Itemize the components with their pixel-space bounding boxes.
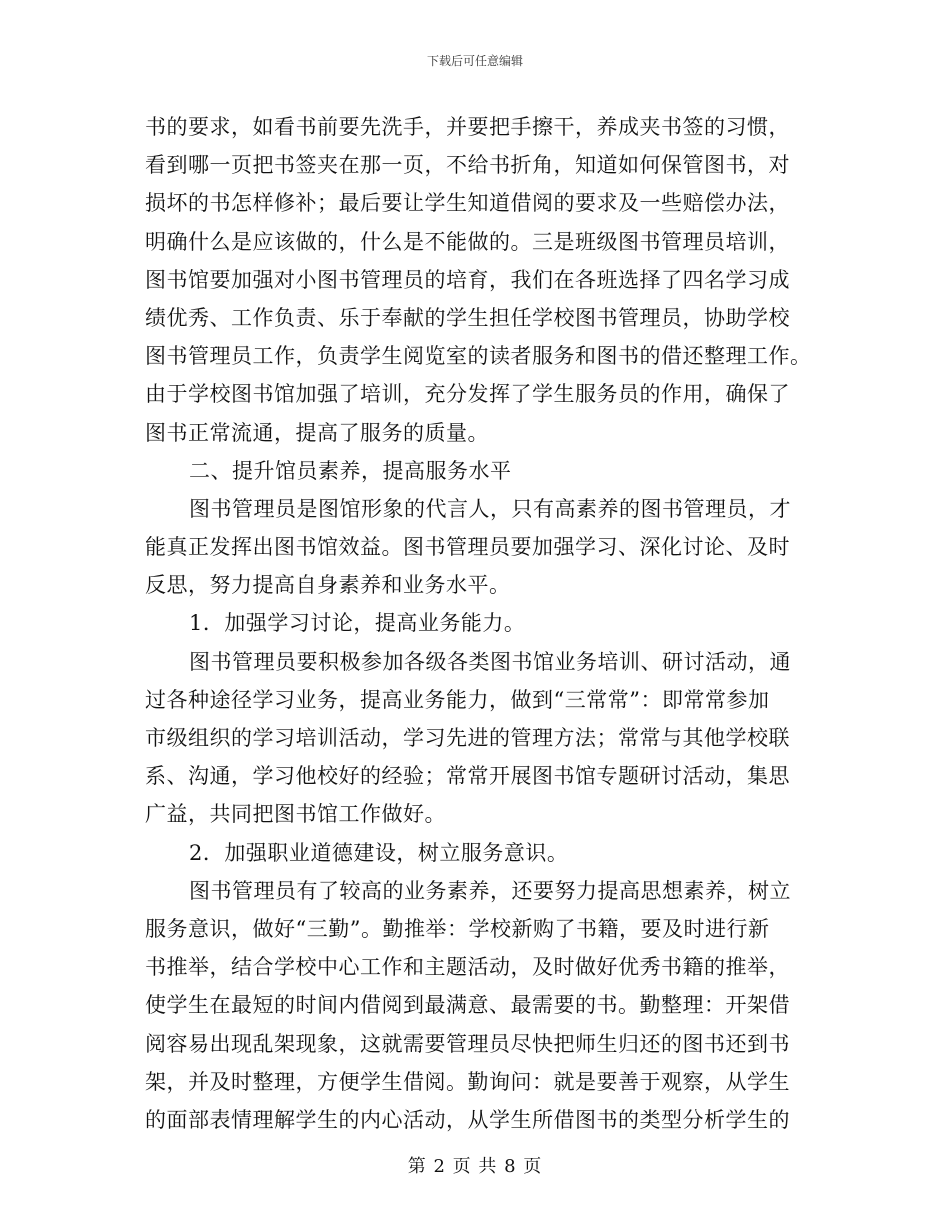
body-line: 系、沟通，学习他校好的经验；常常开展图书馆专题研讨活动，集思 — [145, 764, 790, 789]
body-line: 阅容易出现乱架现象，这就需要管理员尽快把师生归还的图书还到书 — [145, 1031, 790, 1056]
body-line: 书的要求，如看书前要先洗手，并要把手擦干，养成夹书签的习惯， — [145, 115, 790, 139]
body-line: 的面部表情理解学生的内心活动，从学生所借图书的类型分析学生的 — [145, 1107, 790, 1132]
body-line: 图书馆要加强对小图书管理员的培育，我们在各班选择了四名学习成 — [145, 267, 790, 292]
body-line: 服务意识，做好“三勤”。勤推举：学校新购了书籍，要及时进行新 — [145, 916, 770, 941]
subsection-heading: 1．加强学习讨论，提高业务能力。 — [189, 611, 526, 636]
body-line: 图书正常流通，提高了服务的质量。 — [145, 420, 489, 445]
body-line: 看到哪一页把书签夹在那一页，不给书折角，知道如何保管图书，对 — [145, 153, 790, 178]
body-line: 绩优秀、工作负责、乐于奉献的学生担任学校图书管理员，协助学校 — [145, 305, 790, 330]
body-line: 使学生在最短的时间内借阅到最满意、最需要的书。勤整理：开架借 — [145, 993, 790, 1018]
body-line: 图书管理员要积极参加各级各类图书馆业务培训、研讨活动，通 — [189, 649, 791, 674]
body-line: 损坏的书怎样修补；最后要让学生知道借阅的要求及一些赔偿办法， — [145, 191, 790, 216]
body-line: 过各种途径学习业务，提高业务能力，做到“三常常”：即常常参加 — [145, 687, 770, 712]
section-heading: 二、提升馆员素养，提高服务水平 — [189, 458, 512, 483]
body-line: 能真正发挥出图书馆效益。图书管理员要加强学习、深化讨论、及时 — [145, 535, 790, 560]
body-line: 架，并及时整理，方便学生借阅。勤询问：就是要善于观察，从学生 — [145, 1069, 790, 1094]
body-line: 图书管理员工作，负责学生阅览室的读者服务和图书的借还整理工作。 — [145, 344, 812, 369]
body-line: 广益，共同把图书馆工作做好。 — [145, 802, 446, 827]
body-line: 明确什么是应该做的，什么是不能做的。三是班级图书管理员培训， — [145, 229, 790, 254]
body-line: 书推举，结合学校中心工作和主题活动，及时做好优秀书籍的推举， — [145, 955, 790, 980]
subsection-heading: 2．加强职业道德建设，树立服务意识。 — [189, 840, 569, 865]
document-body — [145, 108, 812, 1139]
body-line: 反思，努力提高自身素养和业务水平。 — [145, 573, 511, 598]
body-line: 市级组织的学习培训活动，学习先进的管理方法；常常与其他学校联 — [145, 726, 790, 750]
body-line: 图书管理员有了较高的业务素养，还要努力提高思想素养，树立 — [189, 878, 791, 903]
body-line: 图书管理员是图馆形象的代言人，只有高素养的图书管理员，才 — [189, 496, 791, 521]
page-number: 第 2 页 共 8 页 — [407, 1156, 543, 1177]
body-line: 由于学校图书馆加强了培训，充分发挥了学生服务员的作用，确保了 — [145, 382, 790, 407]
page-header: 下载后可任意编辑 — [426, 54, 523, 68]
